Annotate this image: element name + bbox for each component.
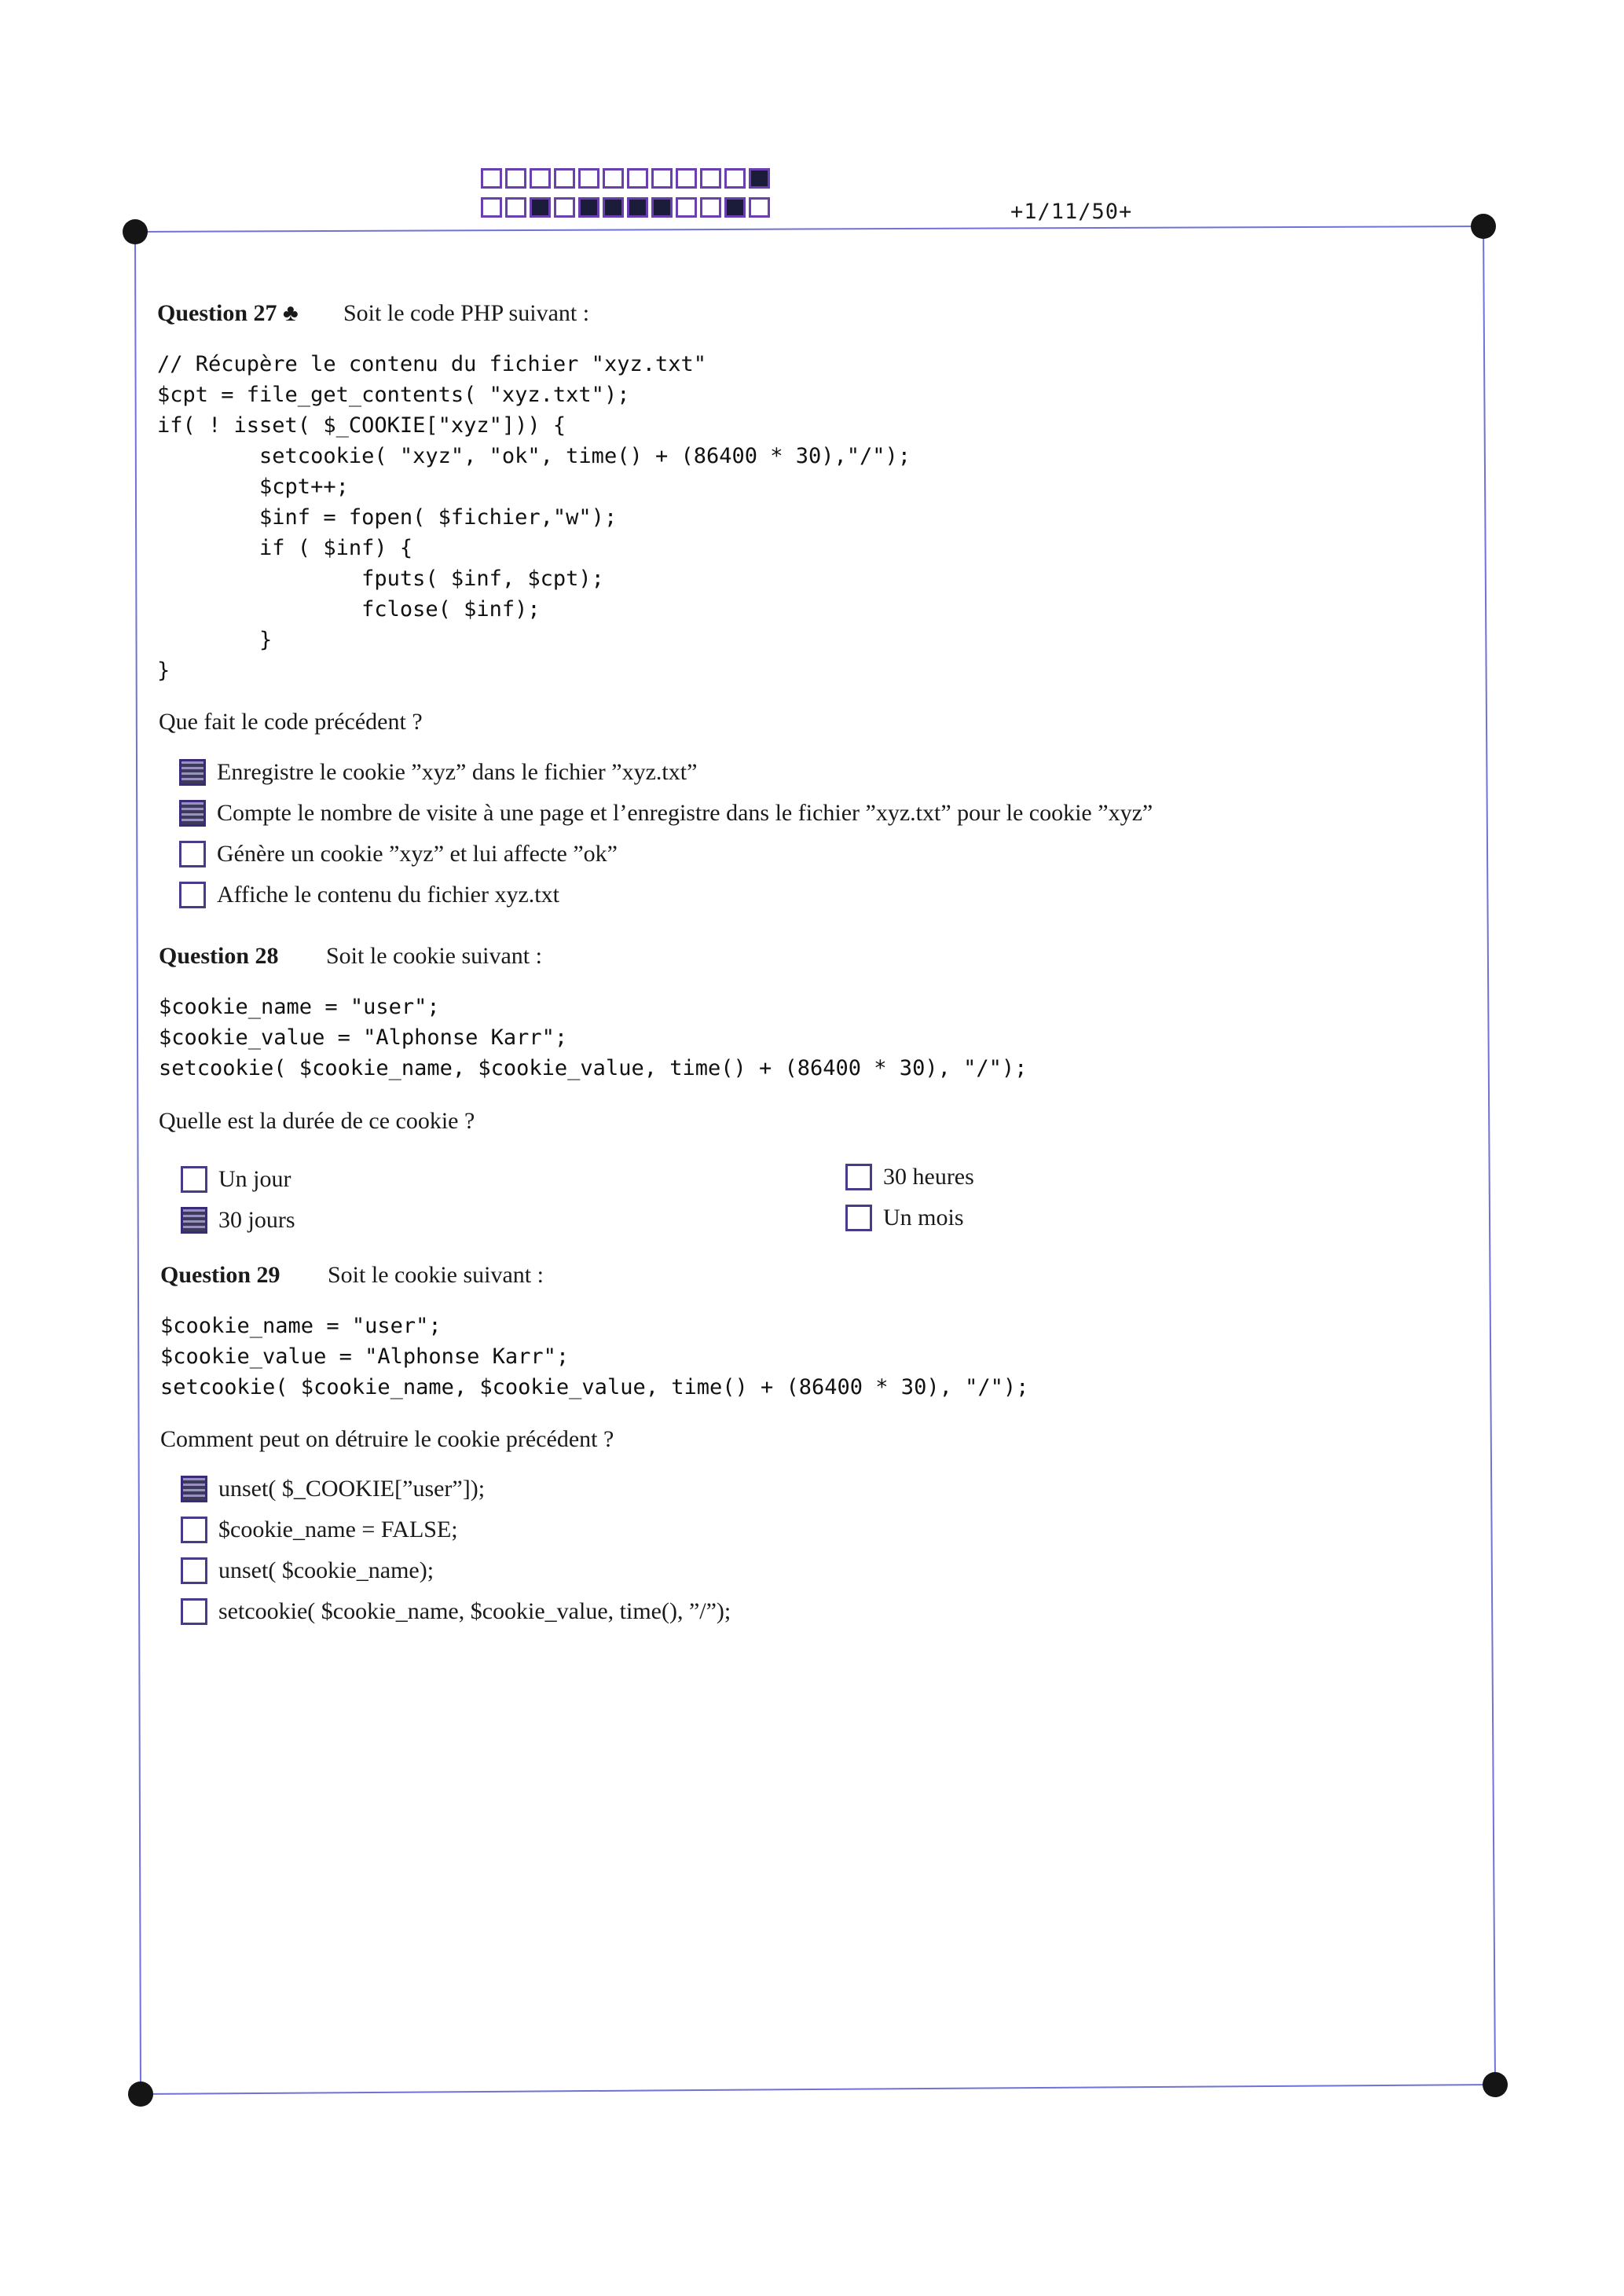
code-box	[700, 197, 721, 218]
answer-option[interactable]	[181, 1166, 291, 1193]
code-box	[627, 168, 648, 189]
answer-checkbox[interactable]	[179, 882, 206, 908]
code-box	[676, 197, 697, 218]
answer-checkbox[interactable]	[181, 1557, 207, 1584]
code-box	[578, 197, 599, 218]
php-code-block: $cookie_name = "user"; $cookie_value = "Alphonse Karr"; setcookie( $cookie_name, $cookie_value, time() + (86400 * 30), "/");	[159, 995, 1028, 1080]
answer-label: Compte le nombre de visite à une page et l’enregistre dans le fichier ”xyz.txt” pour le cookie ”xyz”	[217, 800, 1153, 826]
code-box	[481, 197, 502, 218]
code-box	[651, 168, 673, 189]
page-id: +1/11/50+	[1010, 200, 1133, 224]
code-box	[724, 197, 746, 218]
code-box	[749, 197, 770, 218]
code-box	[603, 168, 624, 189]
code-box	[700, 168, 721, 189]
code-box	[627, 197, 648, 218]
question-intro: Soit le code PHP suivant :	[343, 300, 590, 326]
php-code-block: // Récupère le contenu du fichier "xyz.txt" $cpt = file_get_contents( "xyz.txt"); if( ! isset( $_COOKIE["xyz"])) { setcookie( "xyz", "ok", time() + (86400 * 30),"/"); $cpt++; $inf = fopen( $fichier,"w"); if ( $inf) { fputs( $inf, $cpt); fclose( $inf); } }	[157, 352, 911, 683]
question-intro: Soit le cookie suivant :	[326, 943, 542, 969]
answer-label: unset( $cookie_name);	[218, 1557, 434, 1583]
question-prompt: Quelle est la durée de ce cookie ?	[159, 1108, 475, 1134]
answer-checkbox[interactable]	[181, 1476, 207, 1502]
code-box	[530, 168, 551, 189]
php-code-block: $cookie_name = "user"; $cookie_value = "Alphonse Karr"; setcookie( $cookie_name, $cookie_value, time() + (86400 * 30), "/");	[160, 1314, 1029, 1399]
answer-option[interactable]	[179, 800, 1153, 827]
answer-option[interactable]	[845, 1205, 964, 1231]
question-prompt: Que fait le code précédent ?	[159, 709, 423, 735]
answer-option[interactable]	[181, 1207, 295, 1234]
answer-option[interactable]	[181, 1476, 485, 1502]
corner-mark-top-left	[123, 219, 148, 244]
answer-checkbox[interactable]	[179, 800, 206, 827]
question-number: Question 28	[159, 943, 279, 969]
code-box	[505, 168, 526, 189]
code-box	[724, 168, 746, 189]
answer-checkbox[interactable]	[181, 1517, 207, 1543]
question-29-heading	[160, 1262, 544, 1289]
answer-option[interactable]	[181, 1517, 458, 1543]
answer-checkbox[interactable]	[845, 1205, 872, 1231]
answer-label: Enregistre le cookie ”xyz” dans le fichier ”xyz.txt”	[217, 759, 698, 785]
answer-checkbox[interactable]	[181, 1598, 207, 1625]
corner-mark-bottom-left	[128, 2081, 153, 2107]
code-box	[505, 197, 526, 218]
answer-label: Génère un cookie ”xyz” et lui affecte ”ok”	[217, 841, 618, 867]
code-box	[651, 197, 673, 218]
question-27-heading	[157, 300, 590, 327]
question-intro: Soit le cookie suivant :	[328, 1262, 544, 1288]
answer-label: Un jour	[218, 1166, 291, 1192]
answer-checkbox[interactable]	[179, 841, 206, 867]
page-code-row-2	[481, 197, 773, 218]
question-28-heading	[159, 943, 542, 970]
answer-label: Un mois	[883, 1205, 964, 1231]
answer-label: unset( $_COOKIE[”user”]);	[218, 1476, 486, 1502]
question-number: Question 29	[160, 1262, 280, 1288]
answer-label: Affiche le contenu du fichier xyz.txt	[217, 882, 559, 908]
answer-checkbox[interactable]	[181, 1166, 207, 1193]
answer-option[interactable]	[179, 759, 697, 786]
code-box	[603, 197, 624, 218]
answer-option[interactable]	[845, 1164, 974, 1190]
question-number: Question 27	[157, 300, 277, 326]
code-box	[676, 168, 697, 189]
code-box	[481, 168, 502, 189]
corner-mark-top-right	[1471, 214, 1496, 239]
answer-option[interactable]	[179, 882, 559, 908]
code-box	[530, 197, 551, 218]
answer-label: 30 heures	[883, 1164, 974, 1190]
code-box	[749, 168, 770, 189]
club-icon: ♣	[283, 300, 299, 326]
code-box	[554, 197, 575, 218]
answer-checkbox[interactable]	[179, 759, 206, 786]
answer-option[interactable]	[181, 1557, 434, 1584]
code-box	[578, 168, 599, 189]
answer-checkbox[interactable]	[845, 1164, 872, 1190]
answer-option[interactable]	[179, 841, 618, 867]
corner-mark-bottom-right	[1483, 2072, 1508, 2097]
answer-label: $cookie_name = FALSE;	[218, 1517, 458, 1542]
code-box	[554, 168, 575, 189]
answer-checkbox[interactable]	[181, 1207, 207, 1234]
page-code-row-1	[481, 168, 773, 189]
answer-label: 30 jours	[218, 1207, 295, 1233]
question-prompt: Comment peut on détruire le cookie précédent ?	[160, 1426, 614, 1452]
answer-option[interactable]	[181, 1598, 731, 1625]
answer-label: setcookie( $cookie_name, $cookie_value, time(), ”/”);	[218, 1598, 731, 1624]
